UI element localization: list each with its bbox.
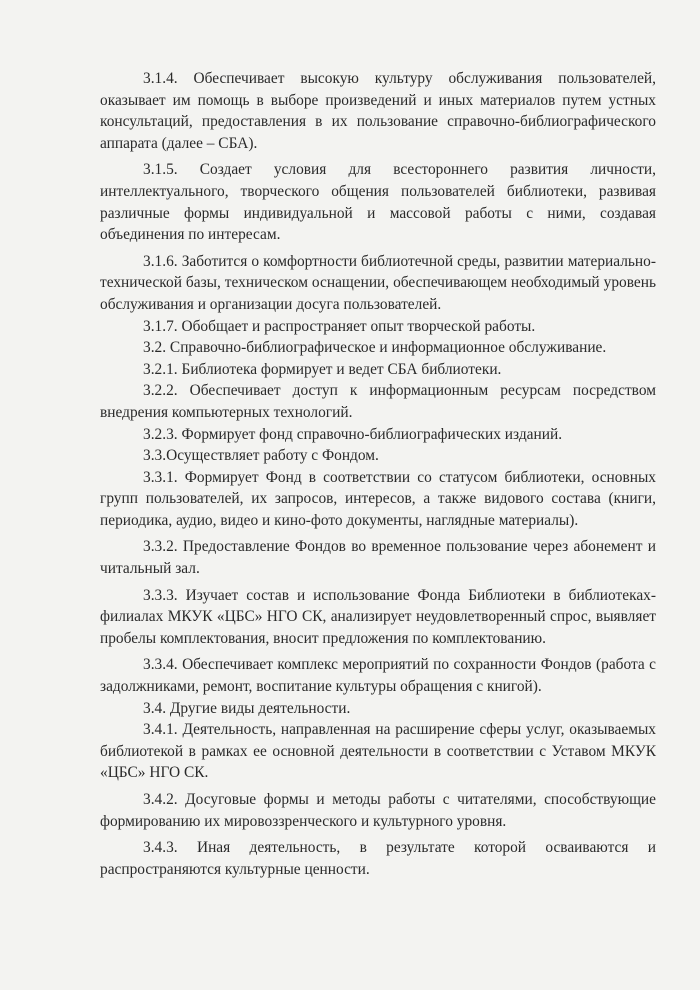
paragraph-3-2-1: 3.2.1. Библиотека формирует и ведет СБА библиотеки. (143, 360, 502, 378)
paragraph-3-4-1: 3.4.1. Деятельность, направленная на расширение сферы услуг, оказываемых библиотекой в рамках ее основной деятельности в соответствии с Уставом МКУК «ЦБС» НГО СК. (100, 721, 656, 782)
paragraph-3-3-3: 3.3.3. Изучает состав и использование Фонда Библиотеки в библиотеках-филиалах МКУК «ЦБС» НГО СК, анализирует неудовлетворенный спрос, выявляет пробелы комплектования, вносит предложения по комплектованию. (100, 586, 656, 647)
paragraph-3-2-2: 3.2.2. Обеспечивает доступ к информационным ресурсам посредством внедрения компьютерных технологий. (100, 382, 656, 421)
paragraph-3-2-3: 3.2.3. Формирует фонд справочно-библиографических изданий. (143, 425, 563, 443)
paragraph-3-4: 3.4. Другие виды деятельности. (143, 699, 351, 717)
paragraph-3-1-6: 3.1.6. Заботится о комфортности библиотечной среды, развитии материально-технической базы, техническом оснащении, обеспечивающем необходимый уровень обслуживания и организации досуга пользователей. (100, 252, 656, 313)
paragraph-3-1-4: 3.1.4. Обеспечивает высокую культуру обслуживания пользователей, оказывает им помощь в выборе произведений и иных материалов путем устных консультаций, предоставления в их пользование справочно-библиографического аппарата (далее – СБА). (100, 70, 656, 152)
paragraph-3-1-7: 3.1.7. Обобщает и распространяет опыт творческой работы. (143, 317, 536, 335)
paragraph-3-2: 3.2. Справочно-библиографическое и информационное обслуживание. (143, 339, 607, 357)
paragraph-3-3-1: 3.3.1. Формирует Фонд в соответствии со статусом библиотеки, основных групп пользователей, их запросов, интересов, а также видового состава (книги, периодика, аудио, видео и кино-фото документы, наглядные материалы). (100, 468, 656, 529)
paragraph-3-4-3: 3.4.3. Иная деятельность, в результате которой осваиваются и распространяются культурные ценности. (100, 839, 656, 878)
paragraph-3-3: 3.3.Осуществляет работу с Фондом. (143, 447, 379, 465)
paragraph-3-3-4: 3.3.4. Обеспечивает комплекс мероприятий по сохранности Фондов (работа с задолжниками, ремонт, воспитание культуры обращения с книгой). (100, 656, 656, 696)
paragraph-3-3-2: 3.3.2. Предоставление Фондов во временное пользование через абонемент и читальный зал. (100, 538, 656, 578)
paragraph-3-4-2: 3.4.2. Досуговые формы и методы работы с читателями, способствующие формированию их мировоззренческого и культурного уровня. (100, 791, 656, 830)
paragraph-3-1-5: 3.1.5. Создает условия для всестороннего развития личности, интеллектуального, творческого общения пользователей библиотеки, развивая различные формы индивидуальной и массовой работы с ними, создавая объединения по интересам. (100, 161, 656, 244)
